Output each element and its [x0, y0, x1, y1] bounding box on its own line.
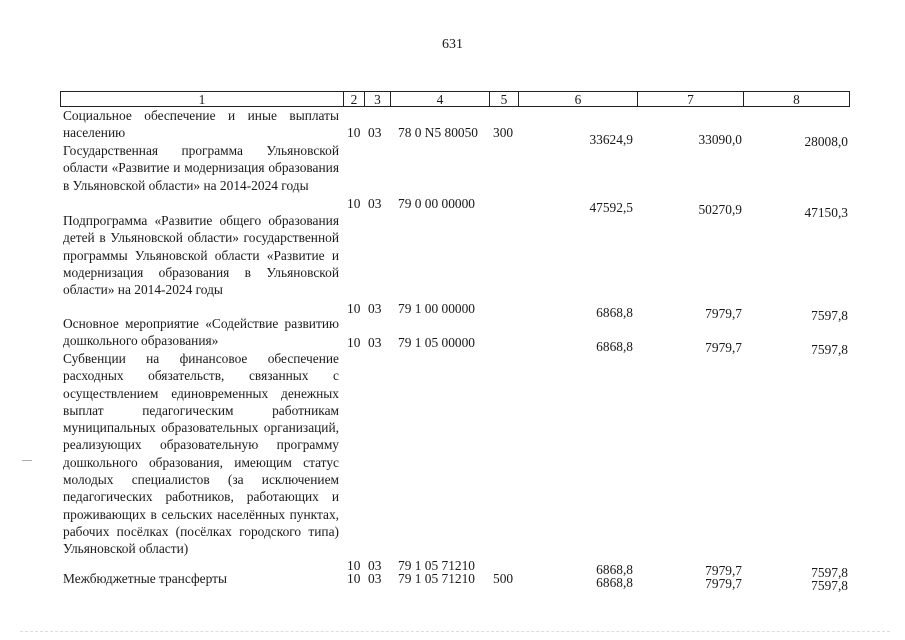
row-subsection: 03: [368, 335, 382, 350]
row-amount-col7: 7979,7: [705, 563, 742, 578]
row-description: Социальное обеспечение и иные выплаты населению: [63, 108, 339, 141]
header-col-6: 6: [518, 91, 638, 107]
row-description: Подпрограмма «Развитие общего образования детей в Ульяновской области» государственной программы Ульяновской области «Развитие и модернизация образования в Ульяновской области» на 2014-2024 годы: [63, 213, 339, 298]
row-expense-type: 300: [493, 125, 514, 140]
header-col-4: 4: [390, 91, 490, 107]
header-col-7: 7: [637, 91, 744, 107]
row-target-code: 79 1 05 71210: [398, 558, 475, 573]
row-subsection: 03: [368, 196, 382, 211]
row-target-code: 79 1 05 00000: [398, 335, 475, 350]
row-amount-col8: 7597,8: [811, 342, 848, 357]
row-description: Основное мероприятие «Содействие развитию дошкольного образования»: [63, 316, 339, 349]
row-amount-col7: 50270,9: [698, 202, 742, 217]
row-description: Государственная программа Ульяновской области «Развитие и модернизация образования в Ульяновской области» на 2014-2024 годы: [63, 143, 339, 193]
header-col-2: 2: [343, 91, 365, 107]
row-amount-col6: 6868,8: [596, 562, 633, 577]
header-col-5: 5: [489, 91, 519, 107]
header-col-1: 1: [60, 91, 344, 107]
header-col-8: 8: [743, 91, 850, 107]
row-section: 10: [347, 196, 361, 211]
row-description: Субвенции на финансовое обеспечение расходных обязательств, связанных с осуществлением единовременных денежных выплат педагогическим работникам муниципальных образовательных организаций, реализующих образовательную программу дошкольного образования, имеющим статус молодых специалистов (за исключением педагогических работников, работающих и проживающих в сельских населённых пунктах, рабочих посёлках (посёлках городского типа) Ульяновской области): [63, 351, 339, 557]
row-amount-col7: 7979,7: [705, 306, 742, 321]
row-section: 10: [347, 125, 361, 140]
scan-margin-mark: [22, 460, 32, 461]
row-target-code: 79 1 05 71210: [398, 571, 475, 586]
row-amount-col7: 7979,7: [705, 576, 742, 591]
row-amount-col6: 47592,5: [589, 200, 633, 215]
row-target-code: 79 1 00 00000: [398, 301, 475, 316]
row-amount-col8: 47150,3: [804, 205, 848, 220]
header-col-3: 3: [364, 91, 391, 107]
page-number: 631: [442, 37, 463, 52]
row-amount-col8: 7597,8: [811, 578, 848, 593]
row-target-code: 79 0 00 00000: [398, 196, 475, 211]
row-amount-col8: 7597,8: [811, 308, 848, 323]
row-section: 10: [347, 558, 361, 573]
row-amount-col6: 6868,8: [596, 305, 633, 320]
row-section: 10: [347, 301, 361, 316]
row-subsection: 03: [368, 301, 382, 316]
row-subsection: 03: [368, 571, 382, 586]
scan-artifact-line: [20, 631, 890, 632]
row-amount-col8: 28008,0: [804, 134, 848, 149]
row-subsection: 03: [368, 125, 382, 140]
row-amount-col8: 7597,8: [811, 565, 848, 580]
row-section: 10: [347, 571, 361, 586]
row-amount-col6: 33624,9: [589, 132, 633, 147]
row-description: Межбюджетные трансферты: [63, 571, 227, 586]
row-target-code: 78 0 N5 80050: [398, 125, 478, 140]
row-section: 10: [347, 335, 361, 350]
row-amount-col6: 6868,8: [596, 575, 633, 590]
row-amount-col7: 33090,0: [698, 132, 742, 147]
row-subsection: 03: [368, 558, 382, 573]
row-amount-col6: 6868,8: [596, 339, 633, 354]
row-amount-col7: 7979,7: [705, 340, 742, 355]
row-expense-type: 500: [493, 571, 514, 586]
